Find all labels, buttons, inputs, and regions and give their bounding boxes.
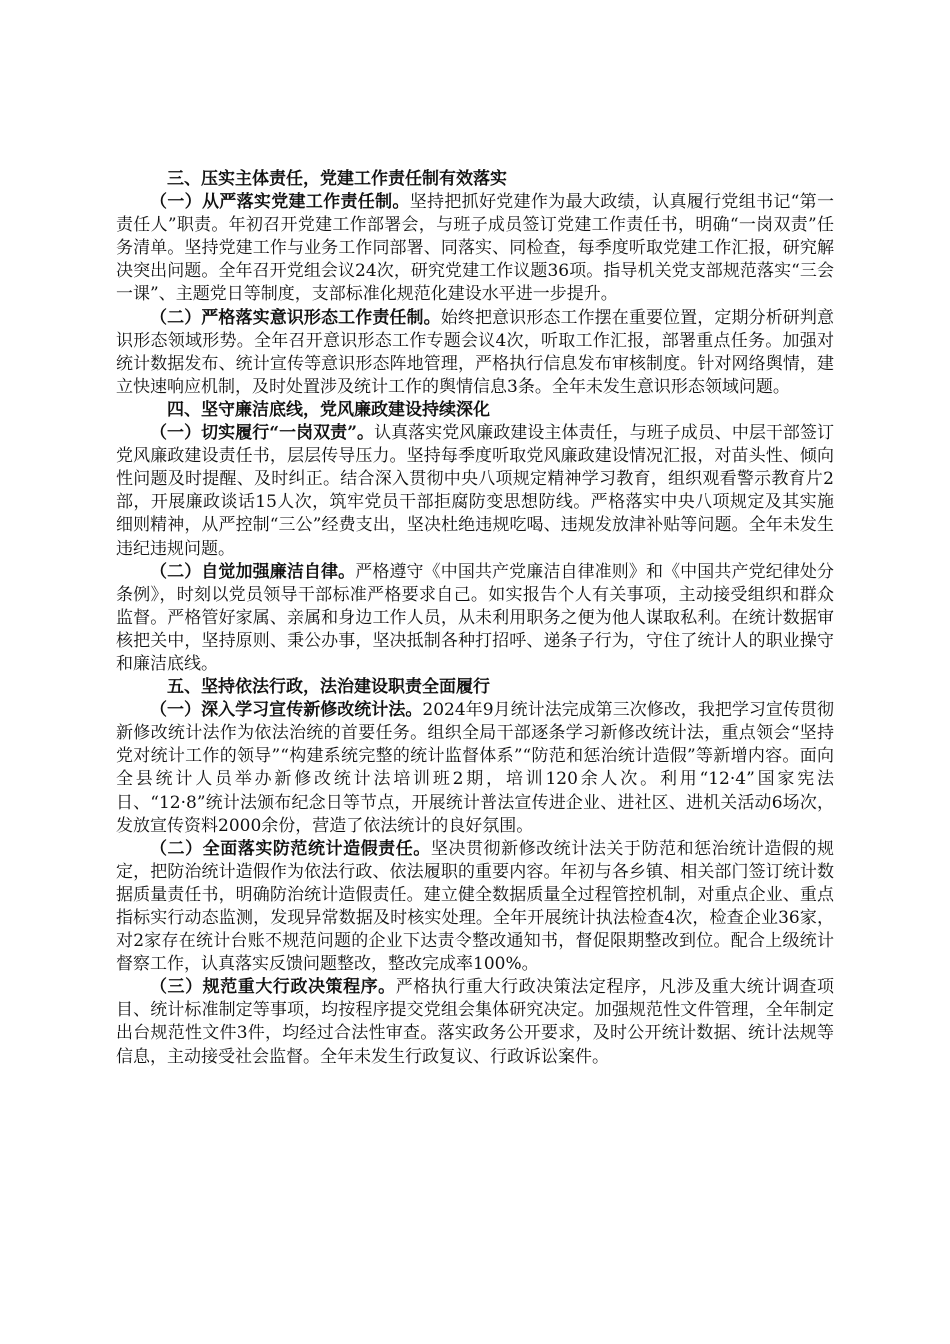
paragraph: [116, 191, 834, 306]
section-heading: 四、坚守廉洁底线，党风廉政建设持续深化: [167, 399, 490, 420]
paragraph-text: 坚决贯彻新修改统计法关于防范和惩治统计造假的规定，把防治统计造假作为依法行政、依法履职的重要内容。年初与各乡镇、相关部门签订统计数据质量责任书，明确防治统计造假责任。建立健全数据质量全过程管控机制，对重点企业、重点指标实行动态监测，发现异常数据及时核实处理。全年开展统计执法检查4次，检查企业36家，对2家存在统计台账不规范问题的企业下达责令整改通知书，督促限期整改到位。配合上级统计督察工作，认真落实反馈问题整改，整改完成率100%。: [116, 838, 835, 975]
paragraph-lead: （二）全面落实防范统计造假责任。: [150, 838, 431, 859]
paragraph: [116, 699, 834, 838]
paragraph-lead: （二）自觉加强廉洁自律。: [150, 561, 356, 582]
paragraph: [116, 561, 834, 676]
section-heading: 五、坚持依法行政，法治建设职责全面履行: [167, 677, 490, 698]
document-body: [116, 168, 834, 1069]
paragraph-lead: （三）规范重大行政决策程序。: [150, 977, 396, 998]
paragraph-text: 严格遵守《中国共产党廉洁自律准则》和《中国共产党纪律处分条例》，时刻以党员领导干部标准严格要求自己。如实报告个人有关事项，主动接受组织和群众监督。严格管好家属、亲属和身边工作人员，从未利用职务之便为他人谋取私利。在统计数据审核把关中，坚持原则、秉公办事，坚决抵制各种打招呼、递条子行为，守住了统计人的职业操守和廉洁底线。: [116, 561, 835, 674]
paragraph-text: 始终把意识形态工作摆在重要位置，定期分析研判意识形态领域形势。全年召开意识形态工作专题会议4次，听取工作汇报，部署重点任务。加强对统计数据发布、统计宣传等意识形态阵地管理，严格执行信息发布审核制度。针对网络舆情，建立快速响应机制，及时处置涉及统计工作的舆情信息3条。全年未发生意识形态领域问题。: [116, 307, 835, 397]
paragraph: [116, 976, 834, 1068]
paragraph-text: 认真落实党风廉政建设主体责任，与班子成员、中层干部签订党风廉政建设责任书，层层传导压力。坚持每季度听取党风廉政建设情况汇报，对苗头性、倾向性问题及时提醒、及时纠正。结合深入贯彻中央八项规定精神学习教育，组织观看警示教育片2部，开展廉政谈话15人次，筑牢党员干部拒腐防变思想防线。严格落实中央八项规定及其实施细则精神，从严控制“三公”经费支出，坚决杜绝违规吃喝、违规发放津补贴等问题。全年未发生违纪违规问题。: [116, 423, 834, 559]
paragraph-text: 坚持把抓好党建作为最大政绩，认真履行党组书记“第一责任人”职责。年初召开党建工作部署会，与班子成员签订党建工作责任书，明确“一岗双责”任务清单。坚持党建工作与业务工作同部署、同落实、同检查，每季度听取党建工作汇报，研究解决突出问题。全年召开党组会议24次，研究党建工作议题36项。指导机关党支部规范落实“三会一课”、主题党日等制度，支部标准化规范化建设水平进一步提升。: [116, 192, 834, 305]
paragraph-lead: （一）从严落实党建工作责任制。: [150, 192, 410, 213]
paragraph-text: 2024年9月统计法完成第三次修改，我把学习宣传贯彻新修改统计法作为依法治统的首要任务。组织全局干部逐条学习新修改统计法，重点领会“坚持党对统计工作的领导”“构建系统完整的统计监督体系”“防范和惩治统计造假”等新增内容。面向全县统计人员举办新修改统计法培训班2期，培训120余人次。利用“12·4”国家宪法日、“12·8”统计法颁布纪念日等节点，开展统计普法宣传进企业、进社区、进机关活动6场次，发放宣传资料2000余份，营造了依法统计的良好氛围。: [116, 700, 834, 836]
paragraph: [116, 422, 834, 561]
paragraph: [116, 307, 834, 399]
paragraph-lead: （二）严格落实意识形态工作责任制。: [150, 307, 441, 328]
paragraph-lead: （一）深入学习宣传新修改统计法。: [150, 700, 423, 721]
paragraph-lead: （一）切实履行“一岗双责”。: [150, 423, 375, 444]
section-heading: 三、压实主体责任，党建工作责任制有效落实: [167, 169, 507, 189]
paragraph: [116, 838, 834, 977]
paragraph-text: 严格执行重大行政决策法定程序，凡涉及重大统计调查项目、统计标准制定等事项，均按程序提交党组会集体研究决定。加强规范性文件管理，全年制定出台规范性文件3件，均经过合法性审查。落实政务公开要求，及时公开统计数据、统计法规等信息，主动接受社会监督。全年未发生行政复议、行政诉讼案件。: [116, 977, 835, 1067]
